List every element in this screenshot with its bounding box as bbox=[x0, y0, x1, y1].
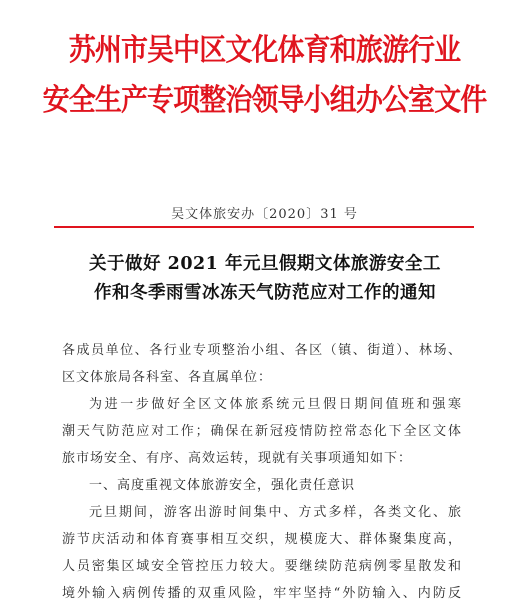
title-line-1: 关于做好 2021 年元旦假期文体旅游安全工 bbox=[89, 254, 441, 274]
section-1-line-1: 元旦期间，游客出游时间集中、方式多样，各类文化、旅 bbox=[89, 505, 462, 520]
intro-line-3: 旅市场安全、有序、高效运转，现就有关事项通知如下： bbox=[62, 451, 413, 466]
recipients-line-2: 区文体旅局各科室、各直属单位： bbox=[62, 370, 273, 385]
document-header bbox=[26, 26, 502, 126]
title-line-2: 作和冬季雨雪冰冻天气防范应对工作的通知 bbox=[94, 283, 436, 303]
header-line-2: 安全生产专项整治领导小组办公室文件 bbox=[42, 83, 487, 118]
document-body bbox=[62, 337, 462, 607]
section-1-line-2: 游节庆活动和体育赛事相互交织，规模庞大、群体聚集度高， bbox=[62, 532, 462, 547]
document-title bbox=[40, 250, 490, 308]
section-1-heading: 一、高度重视文体旅游安全，强化责任意识 bbox=[89, 478, 356, 493]
red-divider-line bbox=[54, 226, 474, 228]
intro-line-2: 潮天气防范应对工作；确保在新冠疫情防控常态化下全区文体 bbox=[62, 424, 462, 439]
header-line-1: 苏州市吴中区文化体育和旅游行业 bbox=[68, 33, 461, 68]
document-number: 吴文体旅安办〔2020〕31 号 bbox=[171, 207, 358, 222]
section-1-line-3: 人员密集区域安全管控压力较大。要继续防范病例零星散发和 bbox=[62, 559, 462, 574]
recipients-line-1: 各成员单位、各行业专项整治小组、各区（镇、街道）、林场、 bbox=[62, 343, 462, 358]
intro-line-1: 为进一步做好全区文体旅系统元旦假日期间值班和强寒 bbox=[89, 397, 462, 412]
section-1-line-4: 境外输入病例传播的双重风险，牢牢坚持“外防输入、内防反 bbox=[62, 586, 462, 601]
